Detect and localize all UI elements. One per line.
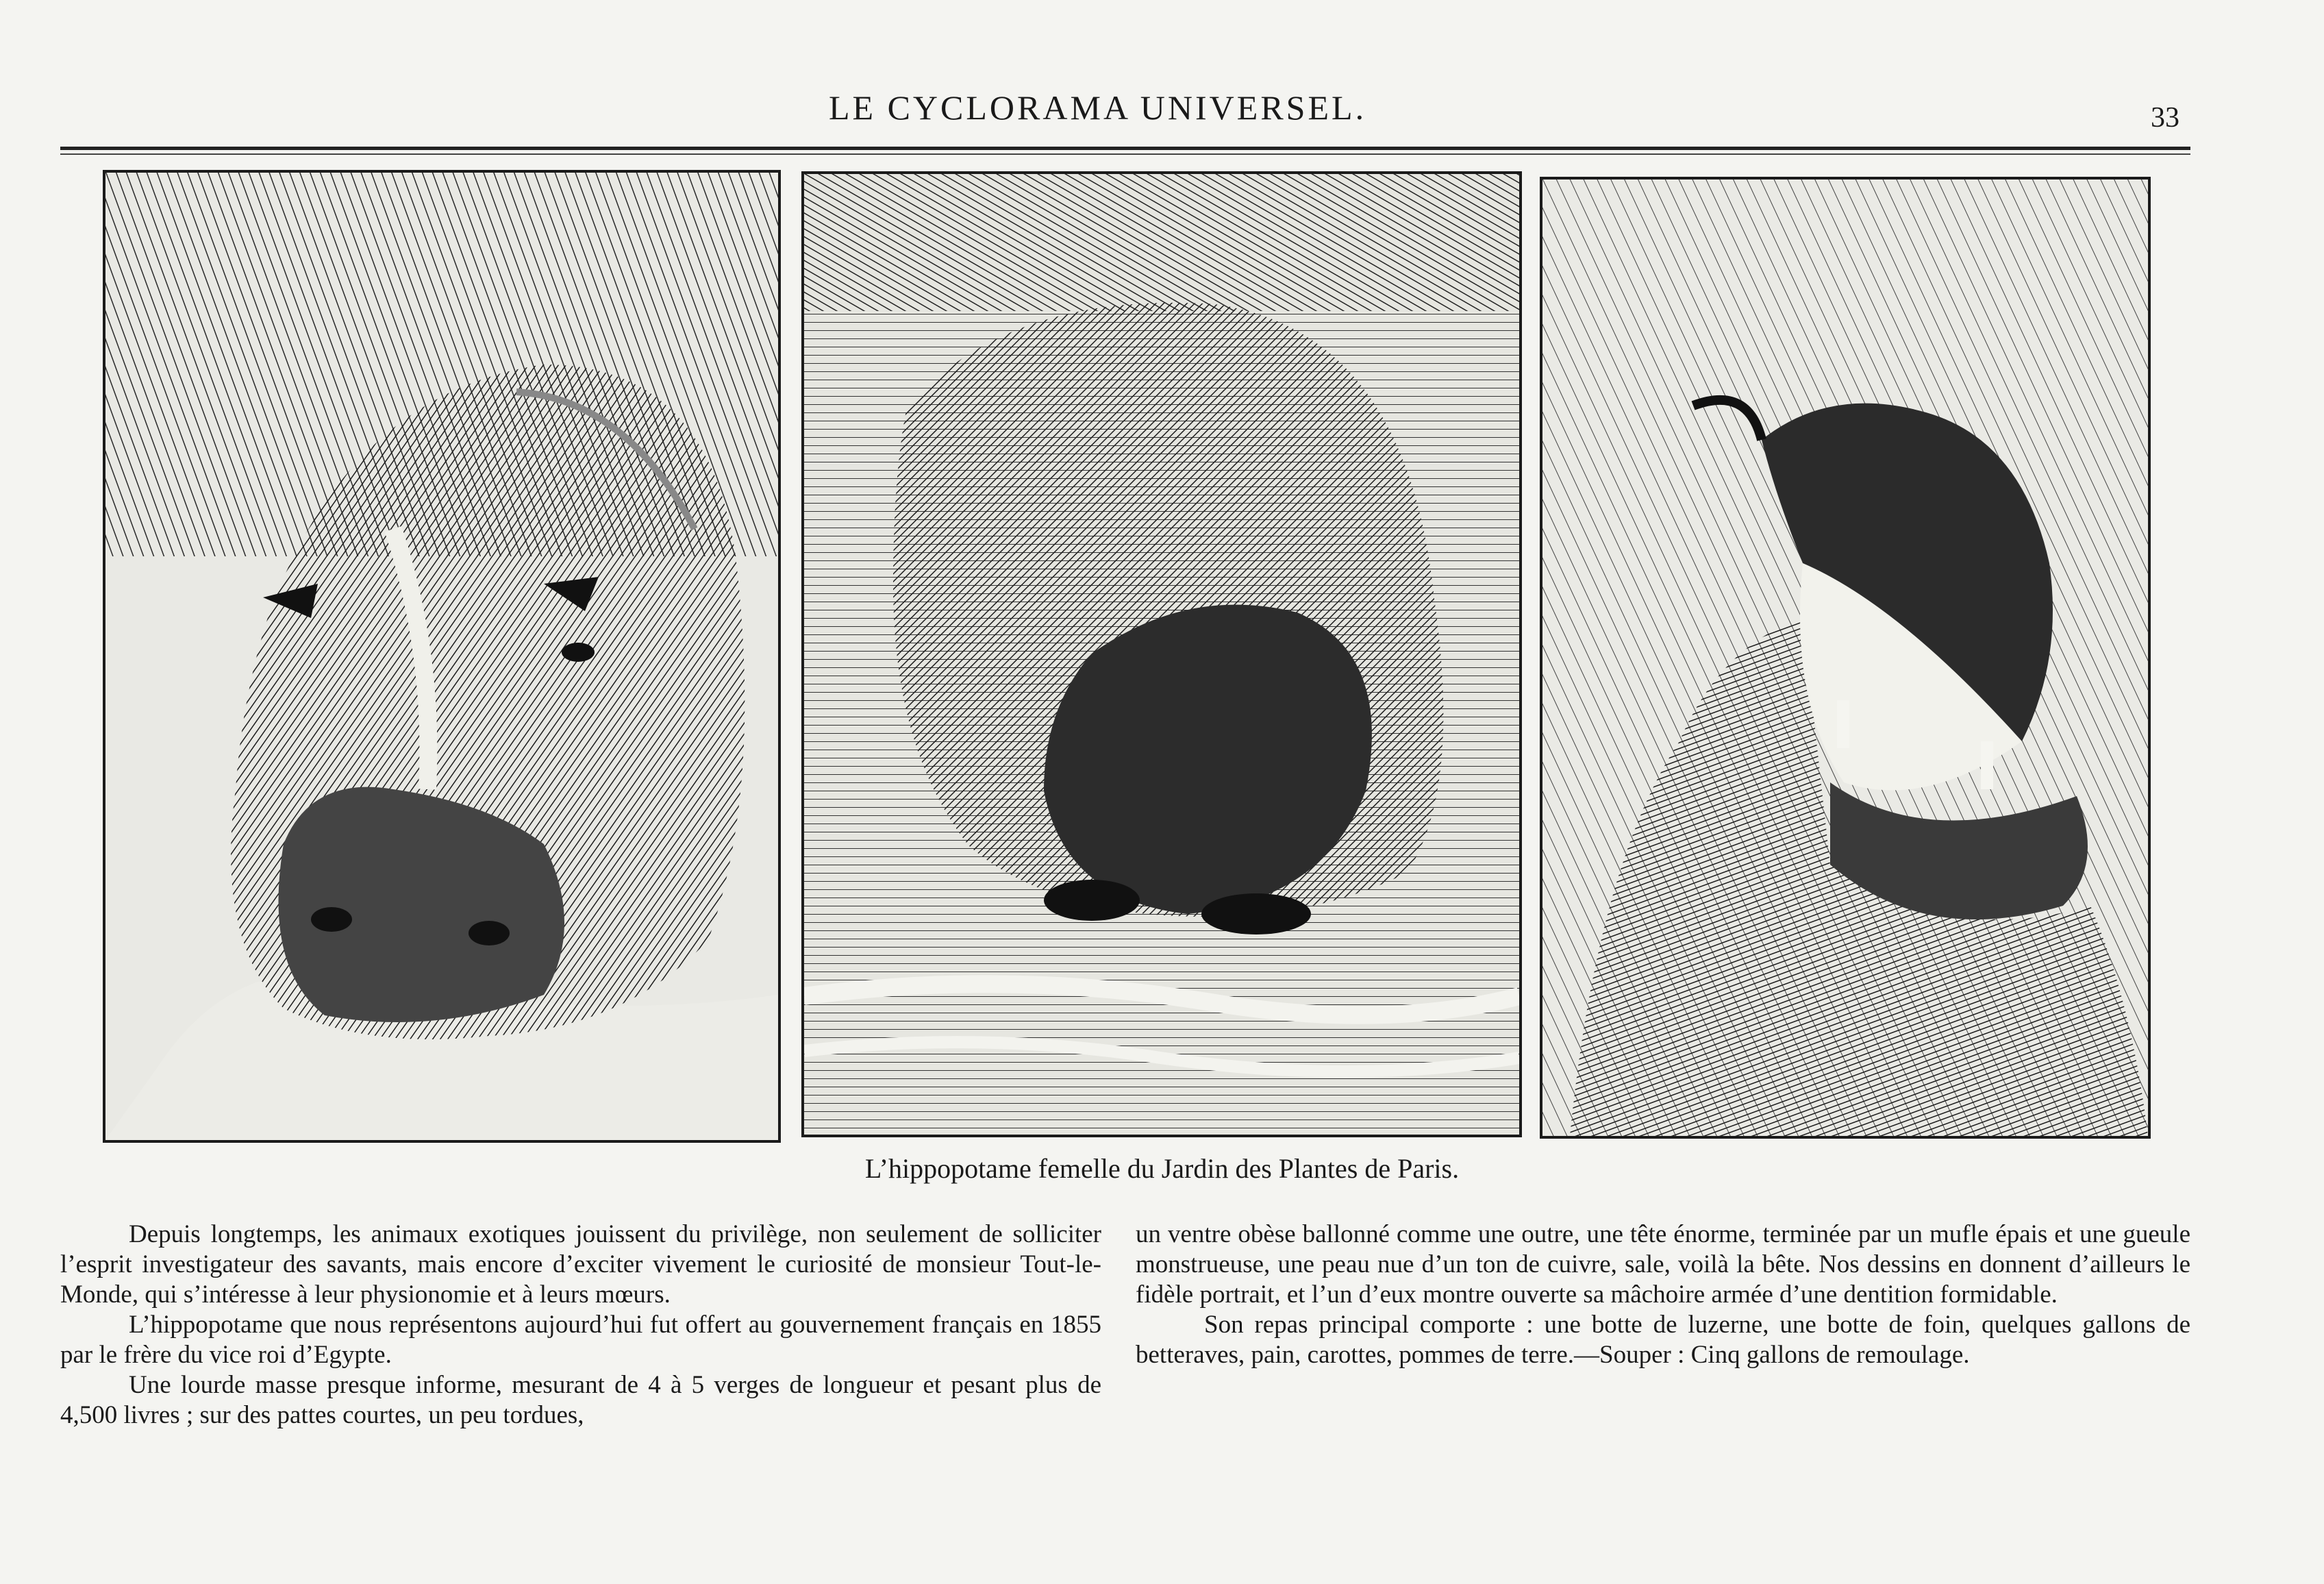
article-paragraph: Son repas principal comporte : une botte de luzerne, une botte de foin, quelques gallons de betteraves, pain, carottes, pommes de terre.—Souper : Cinq gallons de remoulage. xyxy=(1136,1311,2190,1369)
hippopotamus-open-jaws-icon xyxy=(1542,180,2148,1136)
article-paragraph: Une lourde masse presque informe, mesurant de 4 à 5 verges de longueur et pesant plus de 4,500 livres ; sur des pattes courtes, un peu tordues, xyxy=(60,1371,1101,1429)
article-paragraph-continued: un ventre obèse ballonné comme une outre, une tête énorme, terminée par un mufle épais et une gueule monstrueuse, une peau nue d’un ton de cuivre, sale, voilà la bête. Nos dessins en donnent d’ailleurs le fidèle portrait, et l’un d’eux montre ouverte sa mâchoire armée d’une dentition formidable. xyxy=(1136,1220,2190,1309)
running-head-title: LE CYCLORAMA UNIVERSEL. xyxy=(829,88,1367,127)
header-rule-thin xyxy=(60,153,2190,155)
engraving-panel-3 xyxy=(1540,177,2151,1139)
page-number: 33 xyxy=(2151,102,2179,134)
article-paragraph: Depuis longtemps, les animaux exotiques jouissent du privilège, non seulement de solliciter l’esprit investigateur des savants, mais encore d’exciter vivement le curiosité de monsieur Tout-le-Monde, qui s’intéresse à leur physionomie et à leurs mœurs. xyxy=(60,1220,1101,1309)
engraving-panel-2 xyxy=(801,171,1522,1137)
hippopotamus-head-resting-icon xyxy=(105,173,778,1140)
hippopotamus-standing-in-water-icon xyxy=(804,174,1519,1135)
article-paragraph: L’hippopotame que nous représentons aujourd’hui fut offert au gouvernement français en 1855 par le frère du vice roi d’Egypte. xyxy=(60,1311,1101,1369)
engraving-panel-1 xyxy=(103,170,781,1143)
article-column-right xyxy=(1136,1220,2190,1370)
header-rule xyxy=(60,147,2190,150)
article-column-left xyxy=(60,1220,1101,1431)
illustration-caption: L’hippopotame femelle du Jardin des Plantes de Paris. xyxy=(864,1153,1460,1184)
